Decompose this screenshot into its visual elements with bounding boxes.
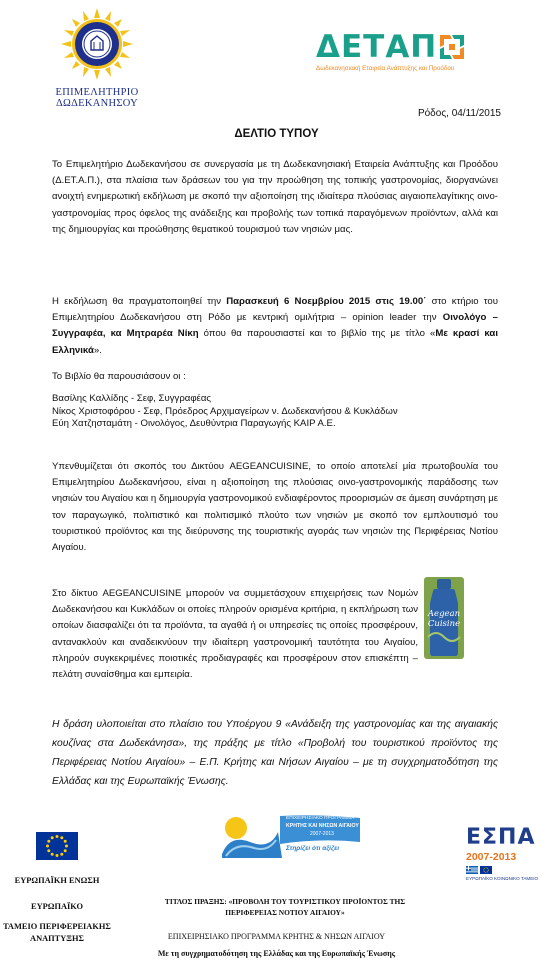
paragraph-funding: Η δράση υλοποιείται στο πλαίσιο του Υποέργου 9 «Ανάδειξη της γαστρονομίας και της αιγαιακής κουζίνας στα Δωδεκάνησα», της πράξης με τίτλο «Προβολή του τουριστικού προϊόντος της Περιφέρειας Νοτίου Αιγαίου» – Ε.Π. Κρήτης και Νήσων Αιγαίου – με τη συγχρηματοδότηση της Ελλάδας και της Ευρωπαϊκής Ένωσης.: [52, 719, 498, 787]
chamber-logo-line2: ΔΩΔΕΚΑΝΗΣΟΥ: [55, 98, 139, 109]
presenters-intro: Το Βιβλίο θα παρουσιάσουν οι :: [52, 371, 186, 382]
funding-line: Με τη συγχρηματοδότηση της Ελλάδας και της Ευρωπαϊκής Ένωσης: [157, 949, 396, 958]
project-title: ΤΙΤΛΟΣ ΠΡΑΞΗΣ: «ΠΡΟΒΟΛΗ ΤΟΥ ΤΟΥΡΙΣΤΙΚΟΥ ΠΡΟΪΟΝΤΟΣ ΤΗΣ ΠΕΡΙΦΕΡΕΙΑΣ ΝΟΤΙΟΥ ΑΙΓΑΙΟΥ»: [164, 897, 406, 917]
eu-stars-icon: [36, 832, 78, 860]
eu-caption-line4: ΑΝΑΠΤΥΞΗΣ: [30, 934, 84, 943]
chamber-emblem-icon: [52, 6, 142, 82]
program-name: ΕΠΙΧΕΙΡΗΣΙΑΚΟ ΠΡΟΓΡΑΜΜΑ ΚΡΗΤΗΣ & ΝΗΣΩΝ ΑΙΓΑΙΟΥ: [167, 932, 386, 941]
greek-flag-icon: [466, 866, 478, 874]
chamber-logo-line1: ΕΠΙΜΕΛΗΤΗΡΙΟ: [55, 87, 139, 98]
eu-caption-line1: ΕΥΡΩΠΑΪΚΗ ΕΝΩΣΗ: [14, 876, 100, 885]
espa-years: 2007-2013: [466, 851, 517, 863]
program-logo-line2: ΚΡΗΤΗΣ ΚΑΙ ΝΗΣΩΝ ΑΙΓΑΙΟΥ: [286, 823, 359, 829]
document-title: ΔΕΛΤΙΟ ΤΥΠΟΥ: [234, 128, 319, 140]
event-text-4: ».: [93, 344, 102, 356]
program-logo-slogan: Στηρίζει ότι αξίζει: [286, 845, 340, 852]
detap-wordmark: ΔΕΤΑΠ: [316, 29, 438, 65]
espa-caption: ΕΥΡΩΠΑΪΚΟ ΚΟΙΝΩΝΙΚΟ ΤΑΜΕΙΟ: [466, 876, 539, 881]
espa-wordmark: ΕΣΠΑ: [466, 825, 536, 850]
paragraph-event: [52, 294, 498, 359]
program-logo-line1: ΕΠΙΧΕΙΡΗΣΙΑΚΟ ΠΡΟΓΡΑΜΜΑ: [286, 816, 355, 821]
operational-program-logo: [220, 812, 362, 858]
aegean-cuisine-logo: [424, 577, 464, 659]
presenters-list: [52, 393, 398, 431]
eu-caption-line2: ΕΥΡΩΠΑΪΚΟ: [31, 902, 83, 911]
eu-flag: [36, 832, 78, 860]
eu-caption-line3: ΤΑΜΕΙΟ ΠΕΡΙΦΕΡΕΙΑΚΗΣ: [3, 922, 111, 931]
espa-logo: [466, 826, 552, 886]
aegean-logo-line1: Aegean: [427, 609, 461, 619]
detap-subtitle: Δωδεκανησιακή Εταιρεία Ανάπτυξης και Προόδου: [316, 65, 455, 72]
paragraph-network-membership: Στο δίκτυο AEGEANCUISINE μπορούν να συμμετάσχουν επιχειρήσεις των Νομών Δωδεκανήσου και Κυκλάδων οι οποίες πληρούν ορισμένα κριτήρια, η εκπλήρωση των οποίων διασφαλίζει ότι τα προϊόντα, τα αγαθά ή οι υπηρεσίες τις οποίες προσφέρουν, αντανακλούν και αναδεικνύουν την ιδιαίτερη γαστρονομική ταυτότητα του Αιγαίου, πληρούν συγκεκριμένες ποιοτικές προδιαγραφές και προσφέρουν στον επισκέπτη – πελάτη συναίσθημα και εμπειρία.: [52, 588, 418, 681]
paragraph-intro: Το Επιμελητήριο Δωδεκανήσου σε συνεργασία με τη Δωδεκανησιακή Εταιρεία Ανάπτυξης και Προόδου (Δ.ΕΤ.Α.Π.), στα πλαίσια των δράσεων του για την προώθηση της τοπικής γαστρονομίας, διοργανώνει ανοιχτή ενημερωτική εκδήλωση με σκοπό την αξιοποίηση της ιδιαίτερα πλούσιας αιγαιοπελαγίτικης οινο-γαστρονομίας προς όφελος της ανάδειξης και προβολής των τοπικά παραγόμενων προϊόντων, αλλά και της δημιουργίας και προώθησης θεματικού τουρισμού των νησιών μας.: [52, 159, 498, 235]
detap-mark-icon: [440, 35, 464, 59]
presenter-item: Εύη Χατζησταμάτη - Οινολόγος, Δευθύντρια Παραγωγής ΚΑΙΡ Α.Ε.: [52, 418, 336, 430]
presenter-item: Νίκος Χριστοφόρου - Σεφ, Πρόεδρος Αρχιμαγείρων ν. Δωδεκανήσου & Κυκλάδων: [52, 405, 398, 417]
event-book-title: Με κρασί και Ελληνικά: [52, 328, 498, 356]
presenter-item: Βασίλης Καλλίδης - Σεφ, Συγγραφέας: [52, 393, 211, 404]
chamber-logo: [52, 6, 142, 109]
event-text-2: στο κτήριο του Επιμελητηρίου Δωδεκανήσου στη Ρόδο με κεντρική ομιλήτρια – opinion leader την: [52, 296, 498, 324]
event-date: Παρασκευή 6 Νοεμβρίου 2015 στις 19.00΄: [226, 296, 427, 307]
event-text-3: όπου θα παρουσιαστεί και το βιβλίο της με τίτλο «: [198, 328, 436, 340]
place-date: Ρόδος, 04/11/2015: [417, 108, 501, 119]
program-logo-years: 2007-2013: [310, 831, 334, 837]
aegean-logo-line2: Cuisine: [427, 619, 461, 629]
event-text-1: Η εκδήλωση θα πραγματοποιηθεί την: [52, 296, 227, 307]
detap-logo: [316, 30, 486, 82]
paragraph-network-purpose: Υπενθυμίζεται ότι σκοπός του Δικτύου AEGEANCUISINE, το οποίο αποτελεί μία πρωτοβουλία του Επιμελητηρίου Δωδεκανήσου, είναι η αξιοποίηση της πλούσιας οινο-γαστρονομικής παράδοσης των νησιών του Αιγαίου και η δημιουργία γαστρονομικού ενδιαφέροντος προορισμών σε άμεση συνάρτηση με τον παραγωγικό, πολιτιστικό και πολιτισμικό πλούτο των νησιών με σκοπό τον εμπλουτισμό του τουριστικού προϊόντος και της διεύρυνσης της τουριστικής αγοράς των νησιών της Περιφέρειας Νοτίου Αιγαίου.: [52, 461, 498, 554]
event-speaker: Οινολόγο – Συγγραφέα, κα Μητραρέα Νίκη: [52, 312, 498, 340]
eu-flag-small-icon: [480, 866, 492, 874]
